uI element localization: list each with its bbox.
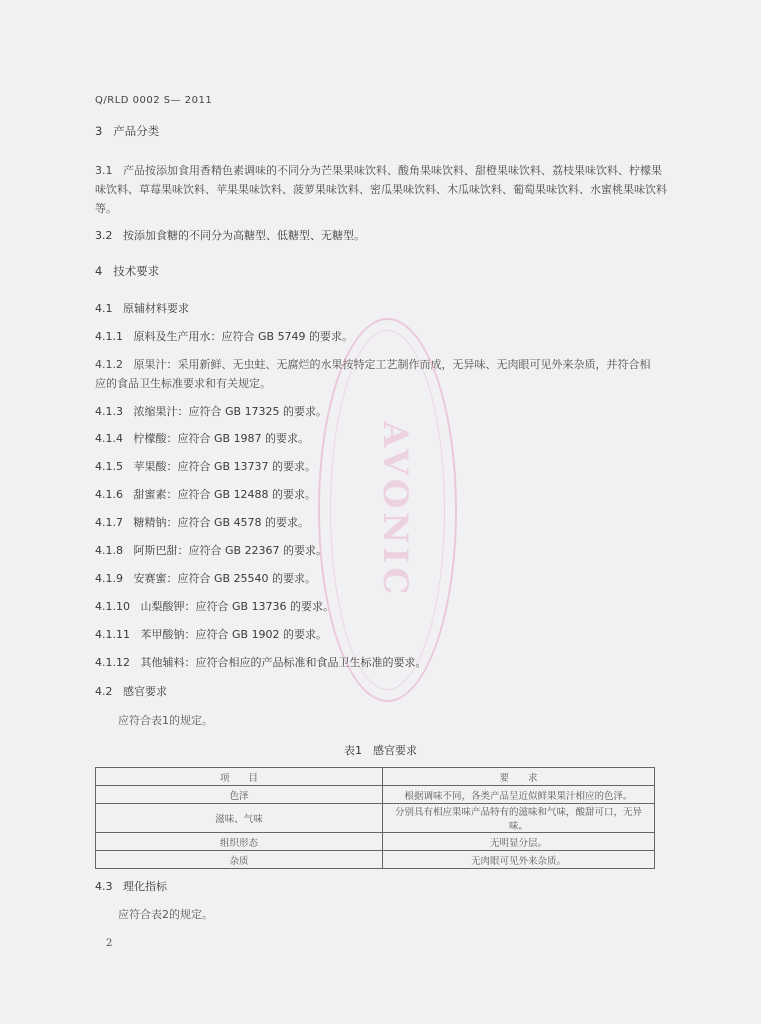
section-3-2-paragraph: 3.2 按添加食糖的不同分为高糖型、低糖型、无糖型。 bbox=[95, 229, 365, 242]
section-4-1-5: 4.1.5 苹果酸：应符合 GB 13737 的要求。 bbox=[95, 460, 317, 473]
table-row bbox=[96, 833, 655, 851]
section-4-1-heading: 4.1 原辅材料要求 bbox=[95, 302, 189, 315]
table-row bbox=[96, 786, 655, 804]
table-cell-requirement: 无明显分层。 bbox=[383, 833, 655, 851]
table-row bbox=[96, 804, 655, 833]
table-cell-requirement: 分别具有相应果味产品特有的滋味和气味，酸甜可口，无异味。 bbox=[383, 804, 655, 833]
section-4-1-11: 4.1.11 苯甲酸钠：应符合 GB 1902 的要求。 bbox=[95, 628, 328, 641]
table-header-item: 项 目 bbox=[96, 768, 383, 786]
table-header-row bbox=[96, 768, 655, 786]
document-header: Q/RLD 0002 S— 2011 bbox=[95, 95, 213, 106]
section-3-heading: 3 产品分类 bbox=[95, 124, 160, 138]
table-cell-requirement: 无肉眼可见外来杂质。 bbox=[383, 851, 655, 869]
section-4-1-12: 4.1.12 其他辅料：应符合相应的产品标准和食品卫生标准的要求。 bbox=[95, 656, 427, 669]
section-4-2-text: 应符合表1的规定。 bbox=[118, 714, 213, 727]
section-4-1-2: 4.1.2 原果汁：采用新鲜、无虫蛀、无腐烂的水果按特定工艺制作而成，无异味、无肉眼可见外来杂质，并符合相应的食品卫生标准要求和有关规定。 bbox=[95, 358, 651, 390]
section-4-2-heading: 4.2 感官要求 bbox=[95, 685, 167, 698]
table-header-requirement: 要 求 bbox=[383, 768, 655, 786]
section-4-1-1: 4.1.1 原料及生产用水：应符合 GB 5749 的要求。 bbox=[95, 330, 354, 343]
stamp-lettering: AVONIC bbox=[375, 421, 415, 599]
section-4-heading: 4 技术要求 bbox=[95, 264, 160, 278]
section-4-1-7: 4.1.7 糖精钠：应符合 GB 4578 的要求。 bbox=[95, 516, 310, 529]
table-row bbox=[96, 851, 655, 869]
table-cell-item: 组织形态 bbox=[96, 833, 383, 851]
section-4-1-8: 4.1.8 阿斯巴甜：应符合 GB 22367 的要求。 bbox=[95, 544, 328, 557]
section-3-1-paragraph: 3.1 产品按添加食用香精色素调味的不同分为芒果果味饮料、酸角果味饮料、甜橙果味饮料、荔枝果味饮料、柠檬果味饮料、草莓果味饮料、苹果果味饮料、菠萝果味饮料、密瓜果味饮料、木瓜味饮料、葡萄果味饮料、水蜜桃果味饮料等。 bbox=[95, 164, 667, 215]
section-4-3-text: 应符合表2的规定。 bbox=[118, 908, 213, 921]
section-4-1-4: 4.1.4 柠檬酸：应符合 GB 1987 的要求。 bbox=[95, 432, 310, 445]
section-4-1-9: 4.1.9 安赛蜜：应符合 GB 25540 的要求。 bbox=[95, 572, 317, 585]
table-cell-requirement: 根据调味不同，各类产品呈近似鲜果果汁相应的色泽。 bbox=[383, 786, 655, 804]
section-4-3-heading: 4.3 理化指标 bbox=[95, 880, 167, 893]
page-number: 2 bbox=[106, 938, 113, 949]
table-cell-item: 滋味、气味 bbox=[96, 804, 383, 833]
section-4-1-3: 4.1.3 浓缩果汁：应符合 GB 17325 的要求。 bbox=[95, 405, 328, 418]
section-4-1-10: 4.1.10 山梨酸钾：应符合 GB 13736 的要求。 bbox=[95, 600, 335, 613]
table-cell-item: 杂质 bbox=[96, 851, 383, 869]
table-cell-item: 色泽 bbox=[96, 786, 383, 804]
sensory-requirements-table bbox=[95, 767, 655, 869]
section-4-1-6: 4.1.6 甜蜜素：应符合 GB 12488 的要求。 bbox=[95, 488, 317, 501]
table-1-caption: 表1 感官要求 bbox=[344, 744, 417, 757]
